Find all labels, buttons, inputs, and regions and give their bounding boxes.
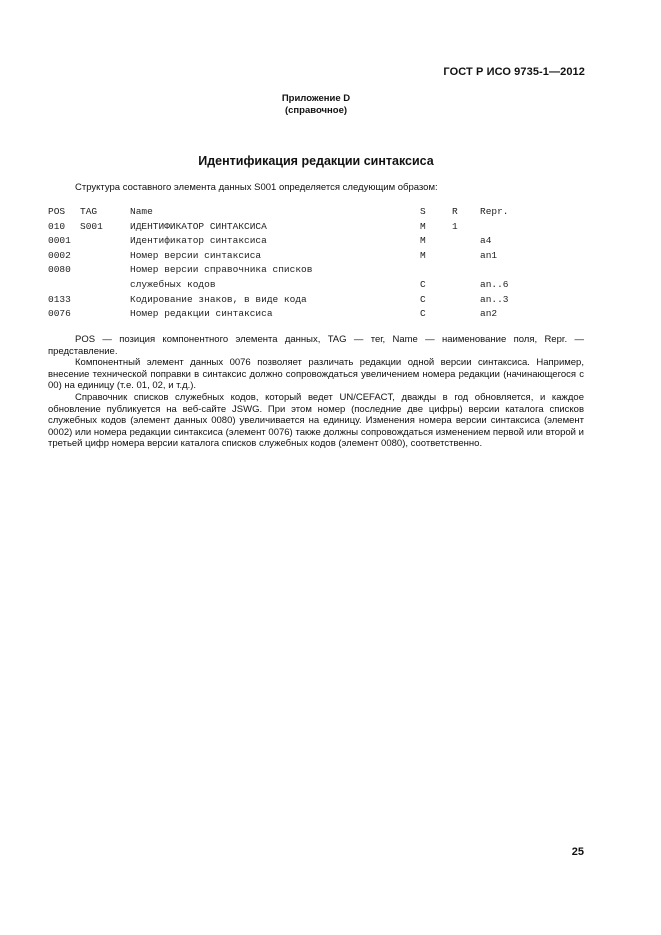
cell-repr: an..6 [480, 278, 509, 290]
document-standard-header: ГОСТ Р ИСО 9735-1—2012 [443, 66, 585, 78]
cell-name: Идентификатор синтаксиса [130, 235, 267, 247]
appendix-heading [0, 93, 632, 117]
table-row [48, 249, 588, 264]
cell-repr: an..3 [480, 293, 509, 305]
column-repr: Repr. [480, 206, 509, 217]
column-s: S [420, 206, 426, 217]
body-text [48, 334, 584, 450]
cell-s: M [420, 235, 426, 247]
cell-pos: 0001 [48, 235, 71, 247]
cell-name: Номер версии синтаксиса [130, 249, 262, 261]
cell-repr: a4 [480, 235, 492, 247]
table-header-row [48, 205, 588, 220]
cell-s: C [420, 308, 426, 320]
cell-name: Номер редакции синтаксиса [130, 308, 273, 320]
legend-paragraph: POS — позиция компонентного элемента данных, TAG — тег, Name — наименование поля, Repr. — представление. [48, 334, 584, 357]
column-pos: POS [48, 206, 66, 217]
column-r: R [452, 206, 458, 217]
segment-structure-table [48, 205, 588, 322]
cell-s: M [420, 220, 426, 232]
cell-tag: S001 [80, 220, 103, 232]
cell-pos: 010 [48, 220, 66, 232]
cell-s: M [420, 249, 426, 261]
cell-repr: an1 [480, 249, 498, 261]
table-row [48, 278, 588, 293]
cell-name: ИДЕНТИФИКАТОР СИНТАКСИСА [130, 220, 267, 232]
cell-s: C [420, 278, 426, 290]
cell-pos: 0002 [48, 249, 71, 261]
cell-s: C [420, 293, 426, 305]
table-row [48, 234, 588, 249]
page-number: 25 [571, 846, 584, 858]
cell-name: Номер версии справочника списков [130, 264, 313, 276]
section-title: Идентификация редакции синтаксиса [198, 154, 434, 168]
table-row [48, 220, 588, 235]
cell-pos: 0133 [48, 293, 71, 305]
table-row [48, 263, 588, 278]
column-name: Name [130, 206, 153, 217]
cell-name: служебных кодов [130, 278, 216, 290]
intro-text: Структура составного элемента данных S001 определяется следующим образом: [75, 182, 438, 193]
cell-repr: an2 [480, 308, 498, 320]
cell-pos: 0076 [48, 308, 71, 320]
appendix-title: Приложение D [281, 93, 351, 104]
cell-pos: 0080 [48, 264, 71, 276]
table-row [48, 307, 588, 322]
column-tag: TAG [80, 206, 98, 217]
code-list-directory-paragraph: Справочник списков служебных кодов, который ведет UN/CEFACT, дважды в год обновляется, и каждое обновление публикуется на веб-сайте JSWG. При этом номер (последние две цифры) версии каталога списков служебных кодов (элемент данных 0080) увеличивается на единицу. Изменения номера версии синтаксиса (элемент 0002) или номера редакции синтаксиса (элемент 0076) также должны сопровождаться изменением первой или второй и третьей цифр номера версии каталога списков служебных кодов (элемент 0080), соответственно. [48, 391, 584, 450]
table-row [48, 293, 588, 308]
cell-name: Кодирование знаков, в виде кода [130, 293, 307, 305]
appendix-subtitle: (справочное) [284, 105, 348, 116]
element-0076-paragraph: Компонентный элемент данных 0076 позволяет различать редакции одной версии синтаксиса. Например, внесение технической поправки в синтаксис должно сопровождаться увеличением номера редакции (начинающегося с 00) на единицу (т.е. 01, 02, и т.д.). [48, 357, 584, 392]
cell-r: 1 [452, 220, 458, 232]
